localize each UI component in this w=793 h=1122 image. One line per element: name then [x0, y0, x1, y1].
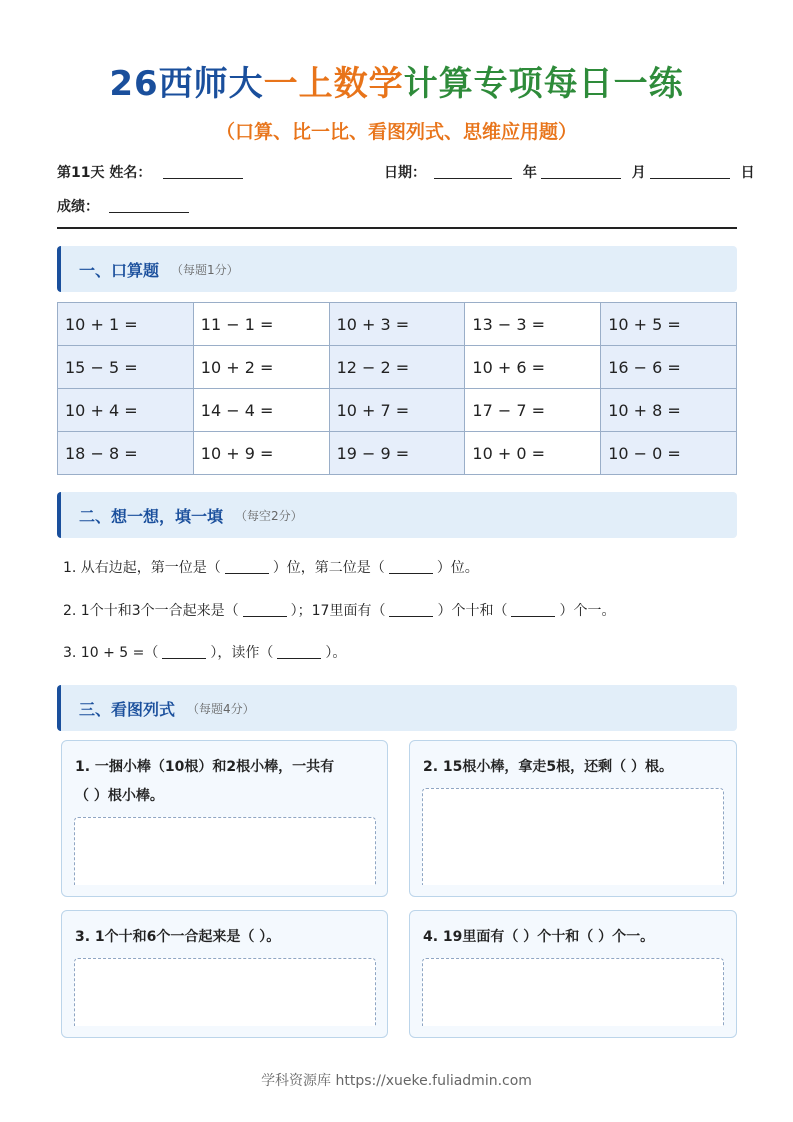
problem-cell[interactable]: 15 − 5 =	[58, 346, 194, 389]
name-blank[interactable]	[163, 167, 243, 179]
table-row	[58, 432, 737, 475]
name-field-group	[57, 162, 243, 182]
answer-drawing-area[interactable]	[422, 788, 724, 885]
score-field-group	[57, 196, 189, 216]
q2-text-b: ）；17里面有（	[290, 603, 386, 619]
section-1-note: （每题1分）	[171, 262, 239, 277]
header-divider	[57, 227, 737, 229]
answer-drawing-area[interactable]	[74, 958, 376, 1026]
day-blank[interactable]	[650, 167, 730, 179]
info-row-name-date	[57, 162, 755, 182]
section-mental-math-header	[57, 246, 737, 292]
q3-text-b: ），读作（	[210, 645, 274, 661]
answer-blank[interactable]	[243, 605, 287, 617]
answer-blank[interactable]	[511, 605, 555, 617]
problem-cell[interactable]: 10 + 2 =	[193, 346, 329, 389]
table-row	[58, 303, 737, 346]
problem-cell[interactable]: 10 + 6 =	[465, 346, 601, 389]
q2-text-a: 2. 1个十和3个一合起来是（	[63, 603, 239, 619]
answer-blank[interactable]	[225, 562, 269, 574]
score-label: 成绩：	[57, 199, 99, 215]
month-blank[interactable]	[541, 167, 621, 179]
problem-cell[interactable]: 18 − 8 =	[58, 432, 194, 475]
card-question-line: 3. 1个十和6个一合起来是（ ）。	[75, 929, 281, 945]
section-2-note: （每空2分）	[235, 508, 303, 523]
day-unit-label: 日	[740, 165, 755, 181]
answer-blank[interactable]	[162, 647, 206, 659]
problem-cell[interactable]: 12 − 2 =	[329, 346, 465, 389]
date-label: 日期：	[384, 165, 426, 181]
picture-question-card-3	[61, 910, 388, 1038]
fill-question-1	[63, 557, 479, 577]
q1-text-a: 1. 从右边起，第一位是（	[63, 560, 221, 576]
problem-cell[interactable]: 10 + 3 =	[329, 303, 465, 346]
card-question-line: 1. 一捆小棒（10根）和2根小棒，一共有	[75, 759, 335, 775]
section-2-title: 二、想一想，填一填	[79, 506, 224, 526]
problem-cell[interactable]: 19 − 9 =	[329, 432, 465, 475]
answer-drawing-area[interactable]	[422, 958, 724, 1026]
problem-cell[interactable]: 10 + 7 =	[329, 389, 465, 432]
year-label: 年	[522, 165, 537, 181]
card-question-text	[75, 923, 280, 952]
card-question-text	[75, 753, 334, 811]
day-name-label: 第11天 姓名：	[57, 165, 152, 181]
picture-question-card-1	[61, 740, 388, 897]
problem-cell[interactable]: 10 + 1 =	[58, 303, 194, 346]
problem-cell[interactable]: 13 − 3 =	[465, 303, 601, 346]
mental-math-table	[57, 302, 737, 475]
problem-cell[interactable]: 17 − 7 =	[465, 389, 601, 432]
q2-text-d: ）个一。	[559, 603, 616, 619]
problem-cell[interactable]: 10 + 9 =	[193, 432, 329, 475]
problem-cell[interactable]: 10 + 4 =	[58, 389, 194, 432]
card-question-text	[423, 923, 654, 952]
problem-cell[interactable]: 16 − 6 =	[601, 346, 737, 389]
fill-question-2	[63, 600, 615, 620]
problem-cell[interactable]: 10 + 5 =	[601, 303, 737, 346]
date-field-group	[384, 162, 755, 182]
answer-blank[interactable]	[389, 605, 433, 617]
month-label: 月	[631, 165, 646, 181]
answer-drawing-area[interactable]	[74, 817, 376, 885]
q3-text-a: 3. 10 + 5 =（	[63, 645, 159, 661]
title-part-green: 计算专项每日一练	[403, 64, 684, 104]
section-fill-in-header	[57, 492, 737, 538]
answer-blank[interactable]	[389, 562, 433, 574]
footer-source: 学科资源库 https://xueke.fuliadmin.com	[261, 1073, 532, 1089]
score-blank[interactable]	[109, 201, 189, 213]
problem-cell[interactable]: 14 − 4 =	[193, 389, 329, 432]
picture-question-card-2	[409, 740, 737, 897]
q2-text-c: ）个十和（	[437, 603, 508, 619]
q3-text-c: ）。	[325, 645, 347, 661]
problem-cell[interactable]: 10 − 0 =	[601, 432, 737, 475]
fill-question-3	[63, 642, 346, 662]
card-question-line: 4. 19里面有（ ）个十和（ ）个一。	[423, 929, 655, 945]
title-part-blue: 26西师大	[109, 64, 264, 104]
card-question-line: 2. 15根小棒，拿走5根，还剩（ ）根。	[423, 759, 674, 775]
title-part-orange: 一上数学	[263, 64, 404, 104]
q1-text-c: ）位。	[436, 560, 479, 576]
answer-blank[interactable]	[277, 647, 321, 659]
section-1-title: 一、口算题	[79, 260, 160, 280]
problem-cell[interactable]: 10 + 8 =	[601, 389, 737, 432]
section-picture-equation-header	[57, 685, 737, 731]
problem-cell[interactable]: 11 − 1 =	[193, 303, 329, 346]
table-row	[58, 389, 737, 432]
picture-question-card-4	[409, 910, 737, 1038]
q1-text-b: ）位，第二位是（	[272, 560, 385, 576]
year-blank[interactable]	[434, 167, 512, 179]
problem-cell[interactable]: 10 + 0 =	[465, 432, 601, 475]
page-title	[0, 56, 793, 105]
card-question-text	[423, 753, 673, 782]
page-subtitle: （口算、比一比、看图列式、思维应用题）	[215, 121, 577, 143]
section-3-title: 三、看图列式	[79, 699, 176, 719]
table-row	[58, 346, 737, 389]
section-3-note: （每题4分）	[187, 701, 255, 716]
card-question-line: （ ）根小棒。	[75, 788, 164, 804]
